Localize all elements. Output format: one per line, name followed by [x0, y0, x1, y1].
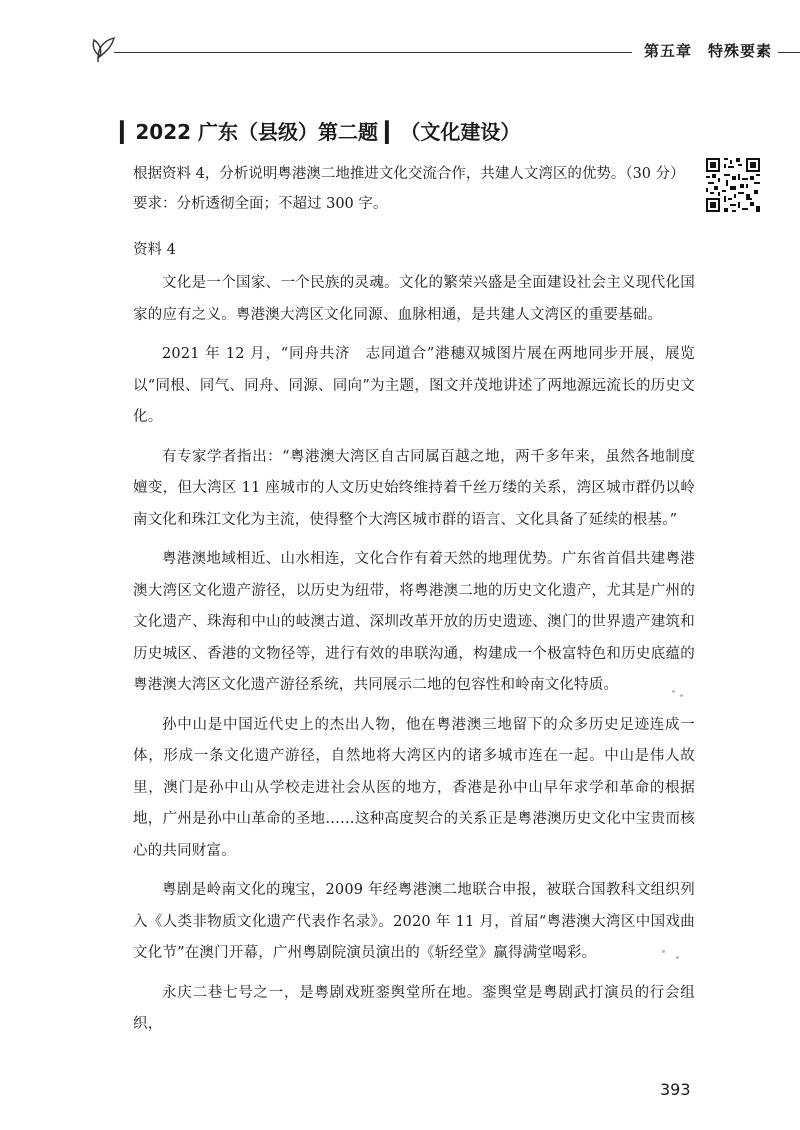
material-paragraph: 粤港澳地域相近、山水相连，文化合作有着天然的地理优势。广东省首倡共建粤港澳大湾区文化遗产游径，以历史为纽带，将粤港澳二地的历史文化遗产，尤其是广州的文化遗产、珠海和中山的岐澳古道、深圳改革开放的历史遗迹、澳门的世界遗产建筑和历史城区、香港的文物径等，进行有效的串联沟通，构建成一个极富特色和历史底蕴的粤港澳大湾区文化遗产游径系统，共同展示二地的包容性和岭南文化特质。 — [133, 551, 695, 693]
scan-speck — [680, 694, 683, 697]
material-paragraph: 有专家学者指出：“粤港澳大湾区自古同属百越之地，两千多年来，虽然各地制度嬗变，但大湾区 11 座城市的人文历史始终维持着千丝万缕的关系，湾区城市群仍以岭南文化和珠江文化为主流，使得整个大湾区城市群的语言、文化具备了延续的根基。” — [133, 448, 695, 528]
header-rule-end — [778, 52, 800, 53]
material-label: 资料 4 — [133, 242, 176, 258]
question-requirement: 要求：分析透彻全面；不超过 300 字。 — [133, 196, 388, 212]
material-paragraph: 孙中山是中国近代史上的杰出人物，他在粤港澳三地留下的众多历史足迹连成一体，形成一条文化遗产游径，自然地将大湾区内的诸多城市连在一起。中山是伟人故里，澳门是孙中山从学校走进社会从医的地方，香港是孙中山早年求学和革命的根据地，广州是孙中山革命的圣地……这种高度契合的关系正是粤港澳历史文化中宝贵而核心的共同财富。 — [133, 716, 695, 859]
page-header — [88, 32, 800, 72]
scan-speck — [672, 690, 675, 693]
question-prompt: 根据资料 4，分析说明粤港澳二地推进文化交流合作，共建人文湾区的优势。（30 分） — [133, 166, 685, 182]
qr-code-icon[interactable] — [706, 158, 760, 212]
header-rule — [114, 52, 632, 53]
material-paragraph: 永庆二巷七号之一，是粤剧戏班銮舆堂所在地。銮舆堂是粤剧武打演员的行会组织， — [133, 984, 695, 1032]
chapter-title: 第五章 特殊要素 — [644, 42, 773, 60]
scan-speck — [662, 950, 665, 953]
leaf-sprout-icon — [88, 32, 130, 64]
section-title: ▎2022 广东（县级）第二题 ▎（文化建设） — [120, 120, 521, 144]
scan-speck — [676, 956, 679, 959]
material-paragraph: 2021 年 12 月，“同舟共济 志同道合”港穗双城图片展在两地同步开展，展览以“同根、同气、同舟、同源、同向”为主题，图文并茂地讲述了两地源远流长的历史文化。 — [133, 346, 695, 425]
material-body — [133, 268, 695, 1049]
page-number: 393 — [660, 1080, 691, 1099]
material-paragraph: 文化是一个国家、一个民族的灵魂。文化的繁荣兴盛是全面建设社会主义现代化国家的应有之义。粤港澳大湾区文化同源、血脉相通，是共建人文湾区的重要基础。 — [133, 275, 695, 323]
material-paragraph: 粤剧是岭南文化的瑰宝，2009 年经粤港澳二地联合申报，被联合国教科文组织列入《人类非物质文化遗产代表作名录》。2020 年 11 月，首届“粤港澳大湾区中国戏曲文化节”在澳门开幕，广州粤剧院演员演出的《斩经堂》赢得满堂喝彩。 — [133, 882, 695, 961]
